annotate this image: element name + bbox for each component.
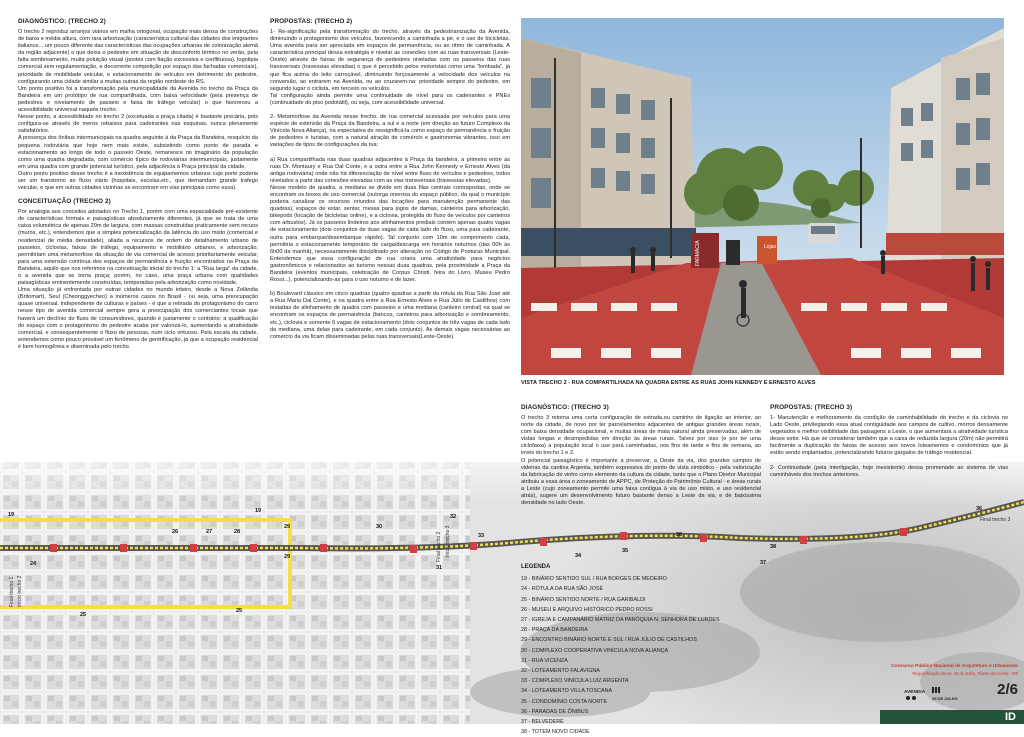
legend-item: 33 - COMPLEXO VINÍCULA LUIZ ARGENTA bbox=[521, 678, 629, 685]
map-marker: 35 bbox=[622, 548, 629, 554]
proposal-paragraph: 1- Re-significação pela transformação do trecho, através da pedestrianização da Avenida, diminuindo o protagonismo dos veículos, favorecendo a caminhada a pé, e o uso de bicicletas. Uma avenida para ser apreciada em espaços de permanência, ou ao ritmo de caminhada. A característica principal dessa estratégia é nivelar as conexões com as ruas transversais (Leste-Oeste) através de faixas de segurança de pedestres niveladas com os passeios das ruas transversais (travessias elevadas) o que é percebido pelos motoristas como uma "lombada", já que fica acima do leito carroçável, diminuindo forçosamente a velocidade dos veículos na conversão, ao entrarem na Avenida, ou ao cruzarem-na: prioridade sempre do pedestre, em segundo lugar o ciclista, em terceiro os veículos. bbox=[270, 29, 510, 92]
footer-bar bbox=[880, 710, 1024, 724]
diagnosis-paragraph: O potencial paisagístico é importante a preservar, a Oeste da via, dos grandes campos de videiras da cantina Argenta, também expressiva do ponto de vista simbólico - pela valorização da fabricação do vinho como elemento da cultura da cidade, tanto que o Plano Diretor Municipal atribuiu a essa área o zoneamento de APPC, de Proteção do Patrimônio Cultural - e áreas rurais a Leste (cujo zoneamento permite uma faixa contígua à via de uso misto, e uso residencial atrás), sugere um desenvolvimento futuro bastante denso a Leste da via, e de baixíssima densidade no lado Oeste. bbox=[521, 457, 761, 507]
legend-item: 28 - PRAÇA DA BANDEIRA bbox=[521, 627, 588, 634]
map-marker: 33 bbox=[478, 533, 485, 539]
map-label-inicio-trecho3: Início trecho 3 bbox=[445, 525, 451, 557]
contest-title: Concurso Público Nacional de Arquitetura e Urbanismo bbox=[891, 664, 1018, 669]
map-marker: 38 bbox=[770, 544, 777, 550]
proposal-paragraph: a) Rua compartilhada nas duas quadras adjacentes à Praça da bandeira, a primeira entre as ruas Dr. Montaury e Rua Dal Conte, e a outra entre a Rua John Kennedy e Ernesto Alves (da antiga rodoviária) onde não há diferenciação de nível entre fluxo de veículos e pedestres, todos nivelados a partir das conexões elevadas com as vias transversais (travessias elevadas). bbox=[270, 156, 510, 184]
map-marker: 27 bbox=[206, 529, 213, 535]
logo-word: AVENIDA bbox=[904, 690, 926, 695]
legend-item: 24 - RÓTULA DA RUA SÃO JOSÉ bbox=[521, 586, 604, 593]
diagnosis-trecho2-column bbox=[18, 18, 258, 433]
map-label-final-trecho3: Final trecho 3 bbox=[980, 517, 1011, 523]
diagnosis-trecho3-column bbox=[521, 404, 761, 554]
legend-item: 34 - LOTEAMENTO VILLA TOSCANA bbox=[521, 688, 613, 695]
proposal-paragraph: Tal configuração ainda permite uma continuidade de nível para os cadeirantes e PNEs (continuidade do piso podotátil), ou seja, com acessibilidade universal. bbox=[270, 92, 510, 106]
map-marker: 29 bbox=[284, 554, 291, 560]
diagnosis-paragraph: O trecho 2 reproduz arranjos viários em malha ortogonal, ocupação mais densa de construções de baixa e média altura, com rara arborização (característica cultural das cidades dos imigrantes italianos... um pouco diferente das características das ocupações urbanas de colonização alemã da região adjacente) o que deixa o pedestre em situação de desconforto térmico no verão, pela falta sombreamento, muita poluição visual (postes com fiação excessiva e conflituosa), logotipia comercial sem regulamentação, e decorrente competição por espaço das fachadas comerciais), prioridade de mobilidade veicular, e estacionamento de veículos em detrimento do pedestre, configurando uma cidade similar a muitas outras da região nordeste do RS. bbox=[18, 29, 258, 85]
proposal-paragraph: Nesse modelo de quadra, a mediana se divide em duas filas centrais contrapostas, onde se encontram os boxes de uso comercial (outorga onerosa do espaço público, da qual o município poderia canalizar os recursos oriundos das locações para manutenção permanente das quadras), espaços de estar, sentar, mesas para jogos de damas, canteiros para arborização, bikepods (locação de bicicletas online), e a ciclovia, protegida do fluxo de veículos por canteiros com arbustos). Já os passeios lindeiros aos alinhamentos prediais contém apenas quatro vagas de estacionamento (dois conjuntos de duas vagas de cada lado do fluxo, uma para cadeirante, outra para embarque/desembarque rápido). Tal conjunto com 10m de comprimento cada, permitiria o estacionamento temporário de carga/descarga em horários noturnos (das 00h às 6h00 da manhã), necessariamente disciplinado por alteração no Código de Posturas Municipal. Entendemos que essa configuração de rua criaria uma atratividade para negócios gastronômicos e relacionados ao turismo nessas duas quadras, pela proximidade a Praça da Bandeira (eventos municipais, celebração de Corpus Christi, feira do Livro, Museu Pedro Rossi...), potencializando-as para o uso noturno e de lazer. bbox=[270, 184, 510, 284]
map-marker: 31 bbox=[436, 565, 443, 571]
diagnosis-paragraph: Outro ponto positivo desse trecho é a inexistência de equipamentos urbanos cujo porte poderia ser um transtorno ao fluxo viário (hospitais, escolas,etc., que demandam grande tráfego veicular, e que em outras cidades vizinhas se encontram em vias principais como essa). bbox=[18, 170, 258, 192]
proposals-trecho3-column bbox=[770, 404, 1008, 504]
diagnosis-paragraph: A presença dos ônibus intermunicipais na quadra seguinte à da Praça da Bandeira, resquício da pequena rodoviária que hoje nem mais existe, subsistindo como ponto de parada e estacionamento ao longo de todo o passeio Oeste, remanesce no imaginário da população como uma quadra degradada, com comércio típico de rodoviárias intermunicipais, justamente em uma quadra com grande potencial turístico, pela adjacência à Praça principal da cidade. bbox=[18, 135, 258, 170]
map-marker: 28 bbox=[234, 529, 241, 535]
map-marker: 32 bbox=[450, 514, 457, 520]
diagnosis-trecho2-title: DIAGNÓSTICO: (TRECHO 2) bbox=[18, 18, 106, 25]
map-label-final-trecho1: Final trecho 1 bbox=[9, 576, 15, 607]
diagnosis-paragraph: O trecho 3 retoma uma certa configuração de estrada,ou caminho de ligação ao interior, ao norte da cidade, de novo por ter parcelamentos adjacentes de antigas grandes áreas rurais, com baixa densidade ocupacional, e muitas áreas de mata natural ainda preservadas, além de vistas longas e desimpedidas em direção às áreas rurais. Talvez por isso (e por ter uma ciclofaixa) a população local o use para caminhadas, nos fins de tarde e fins de semana, ao invés do trecho 1 e 2. bbox=[521, 415, 761, 457]
concept-paragraph: Uma situação já enfrentada por outras cidades no mundo inteiro, desde a Nova Zelândia (Britomart), Seul (Cheonggyecheo) a inúmeros casos no Brasil - ou seja, uma preocupação quase universal, independente de culturas e países - é que a retirada do protagonismo do carro nesse tipo de avenida comercial sempre gera a preocupação dos comerciantes locais que haverá um declínio do fluxo de consumidores, quando é justamente o contrário: a qualificação do espaço com o protagonismo do pedestre acaba por valorizá-lo, aumentando a atratividade comercial, e consequentemente o fluxo de pessoas, num ciclo virtuoso. Pela escala da cidade, entendemos como pouco provável um fenômeno de gentrificação, já que a ocupação residencial é bem homogênea e diseminada pelo trecho. bbox=[18, 287, 258, 350]
legend-item: 27 - IGREJA E CAMPANÁRIO MATRIZ DA PARÓQUIA N. SENHORA DE LURDES bbox=[521, 617, 720, 624]
proposals-trecho2-title: PROPOSTAS: (TRECHO 2) bbox=[270, 18, 353, 25]
proposal-paragraph: 1- Manutenção e melhoramento da condição de caminhabilidade do trecho e da ciclovia no Lado Oeste, privilegiando essa atual contiguidade aos campos de cultivo, morros densamente vegetados e melhor visibilidade das paisagens a Leste, o que aumentará a atratividade turística desse setor. Há que se considerar também que a caixa de reduzida largura (20m) não permitirá facilmente a duplicação de faixas de acesso aos novos loteamentos e condomínios que já estão sendo implantados, potencializando futuros gargalos de tráfego residencial. bbox=[770, 415, 1008, 457]
map-marker: 34 bbox=[575, 553, 582, 559]
diagnosis-trecho3-title: DIAGNÓSTICO: (TRECHO 3) bbox=[521, 404, 609, 411]
legend-item: 25 - BINÁRIO SENTIDO NORTE / RUA GARIBALDI bbox=[521, 596, 646, 603]
map-marker: 24 bbox=[30, 561, 37, 567]
map-marker: 19 bbox=[255, 508, 262, 514]
map-legend bbox=[521, 562, 781, 737]
render-sign-farmacia: FARMÁCIA bbox=[695, 240, 701, 266]
map-label-inicio-trecho2: Início trecho 2 bbox=[17, 575, 23, 607]
concept-trecho2-title: CONCEITUAÇÃO (TRECHO 2) bbox=[18, 198, 111, 206]
map-label-final-trecho2: Final trecho 2 bbox=[436, 531, 442, 562]
map-marker: 30 bbox=[376, 524, 383, 530]
legend-item: 36 - PARADAS DE ÔNIBUS bbox=[521, 708, 589, 715]
map-marker: 25 bbox=[236, 608, 243, 614]
board-code: ID bbox=[1005, 711, 1016, 723]
legend-item: 37 - BELVEDERE bbox=[521, 719, 564, 726]
avenida-logo bbox=[904, 686, 964, 702]
legend-item: 19 - BINÁRIO SENTIDO SUL / RUA BORGES DE MEDEIRO bbox=[521, 576, 667, 583]
map-marker: 36 bbox=[976, 506, 983, 512]
legend-item: 30 - COMPLEXO COOPERATIVA VINÍCULA NOVA ALIANÇA bbox=[521, 647, 669, 654]
diagnosis-paragraph: Nesse ponto, a acessibilidade no trecho 2 (excetuada a praça citada) é bastante precária, pois configura-se através de meros rebaixos para cadeirantes nas esquinas, nunca plenamente satisfatórios. bbox=[18, 114, 258, 135]
concept-paragraph: Por analogia aos conceitos adotados no Trecho 1, porém com uma espacialidade pré-existente de características formais e paisagísticas absolutamente diferentes, já que se trata de uma caixa volumétrica de apenas 20m de largura, com massas construídas praticamente sem recuos (muros, etc.), entendemos que a simples potencialização da latência do uso misto (comercial e residencial de média densidade), aliada a recursos de ordem do detalhamento urbano de passeios, ciclovias, faixas de tráfego, equipamento e mobiliário urbanos, e arborização, permitiriam uma metamorfose da situação de via comercial de acesso prioritariamente veicular, para uma extensão contínua dos espaços de permanência e fruição encontrados na Praça da Bandeira, aquilo que nos referimos na conceituação inicial do trecho 1: a "Rua larga" da cidade, o a avenida que se torna praça; porém, no caso, uma praça urbana com qualidades paisagísticas eminentemente construídas, temperadas pela arborização como novidade. bbox=[18, 209, 258, 287]
legend-item: 31 - RUA VICENZA bbox=[521, 657, 568, 664]
map-marker: 29 bbox=[284, 524, 291, 530]
board-footer bbox=[880, 662, 1024, 724]
legend-item: 38 - TOTEM NOVO CIDADE bbox=[521, 729, 590, 736]
street-render-image bbox=[521, 18, 1004, 375]
legend-item: 26 - MUSEU E ARQUIVO HISTÓRICO PEDRO ROSSI bbox=[521, 606, 653, 613]
map-marker: 19 bbox=[8, 512, 15, 518]
render-caption: VISTA TRECHO 2 - RUA COMPARTILHADA NA QUADRA ENTRE AS RUAS JOHN KENNEDY E ERNESTO ALVES bbox=[521, 380, 816, 386]
proposals-trecho3-title: PROPOSTAS: (TRECHO 3) bbox=[770, 404, 853, 411]
map-marker: 37 bbox=[760, 560, 767, 566]
map-marker: 26 bbox=[172, 529, 179, 535]
contest-subtitle: Requalificação da Av. 25 de Julho, Flores da Cunha - RS bbox=[912, 671, 1018, 676]
legend-item: 35 - CONDOMÍNIO COSTA NORTE bbox=[521, 698, 608, 705]
proposal-paragraph: 2- Continuidade (pela interligação, hoje inexistente) dessa promenade ao sistema de vias caminháveis dos trechos anteriores. bbox=[770, 464, 1008, 478]
legend-title: LEGENDA bbox=[521, 564, 551, 570]
map-marker: 36 bbox=[676, 532, 683, 538]
logo-date: 25 DE JULHO bbox=[932, 696, 958, 701]
page-number: 2/6 bbox=[997, 681, 1018, 698]
proposals-trecho2-column bbox=[270, 18, 510, 433]
legend-item: 32 - LOTEAMENTO FALAVIGNA bbox=[521, 668, 600, 675]
proposal-paragraph: b) Boulevard clássico em cinco quadras (quatro quadras a partir da rótula da Rua São José até a Rua Maria Dal Conte), e na quadra entre a Rua Ernesto Alves e Rua Júlio de Castilhos) com testadas de alinhamento de quadra com passeios e uma mediana (canteiro central) na qual se encontram os espaços de permanência (bancos, canteiros para arborização e sombreamento, etc.), ciclovia e somente 6 vagas de estacionamento (dois conjuntos de três vagas de cada lado da mediana, uma delas para cadeirante, em cada conjunto). As demais vagas necessárias ao comércio da via ficam disseminadas pelas ruas transversais(Leste-Oeste). bbox=[270, 291, 510, 340]
diagnosis-paragraph: Um ponto positivo foi a transformação pela municipalidade da Avenida no trecho da Praça da Bandeira em um protótipo de rua compartilhada, com baixa velocidade (pela presença de pedestres e nivelamento de passeio e faixa de tráfego veicular) o que favoreceu a acessibilidade universal naquele trecho. bbox=[18, 85, 258, 114]
map-marker: 25 bbox=[80, 612, 87, 618]
legend-item: 29 - ENCONTRO BINÁRIO NORTE E SUL / RUA JÚLIO DE CASTILHOS bbox=[521, 637, 697, 644]
proposal-paragraph: 2- Metamorfose da Avenida nesse trecho, de rua comercial acessada por veículos para uma espécie de extensão da Praça da Bandeira, a sul e a norte (em direção ao futuro Complexo da Vinícola Nova Aliança), na expectativa de ressignificá-la como espaço de permanência e fruição de pedestres e turistas, com a natural atração de comércio e gastronomia vibrantes, isso em variações de tipos de configurações da rua: bbox=[270, 114, 510, 149]
render-sign-shop: Lojas bbox=[764, 244, 776, 250]
